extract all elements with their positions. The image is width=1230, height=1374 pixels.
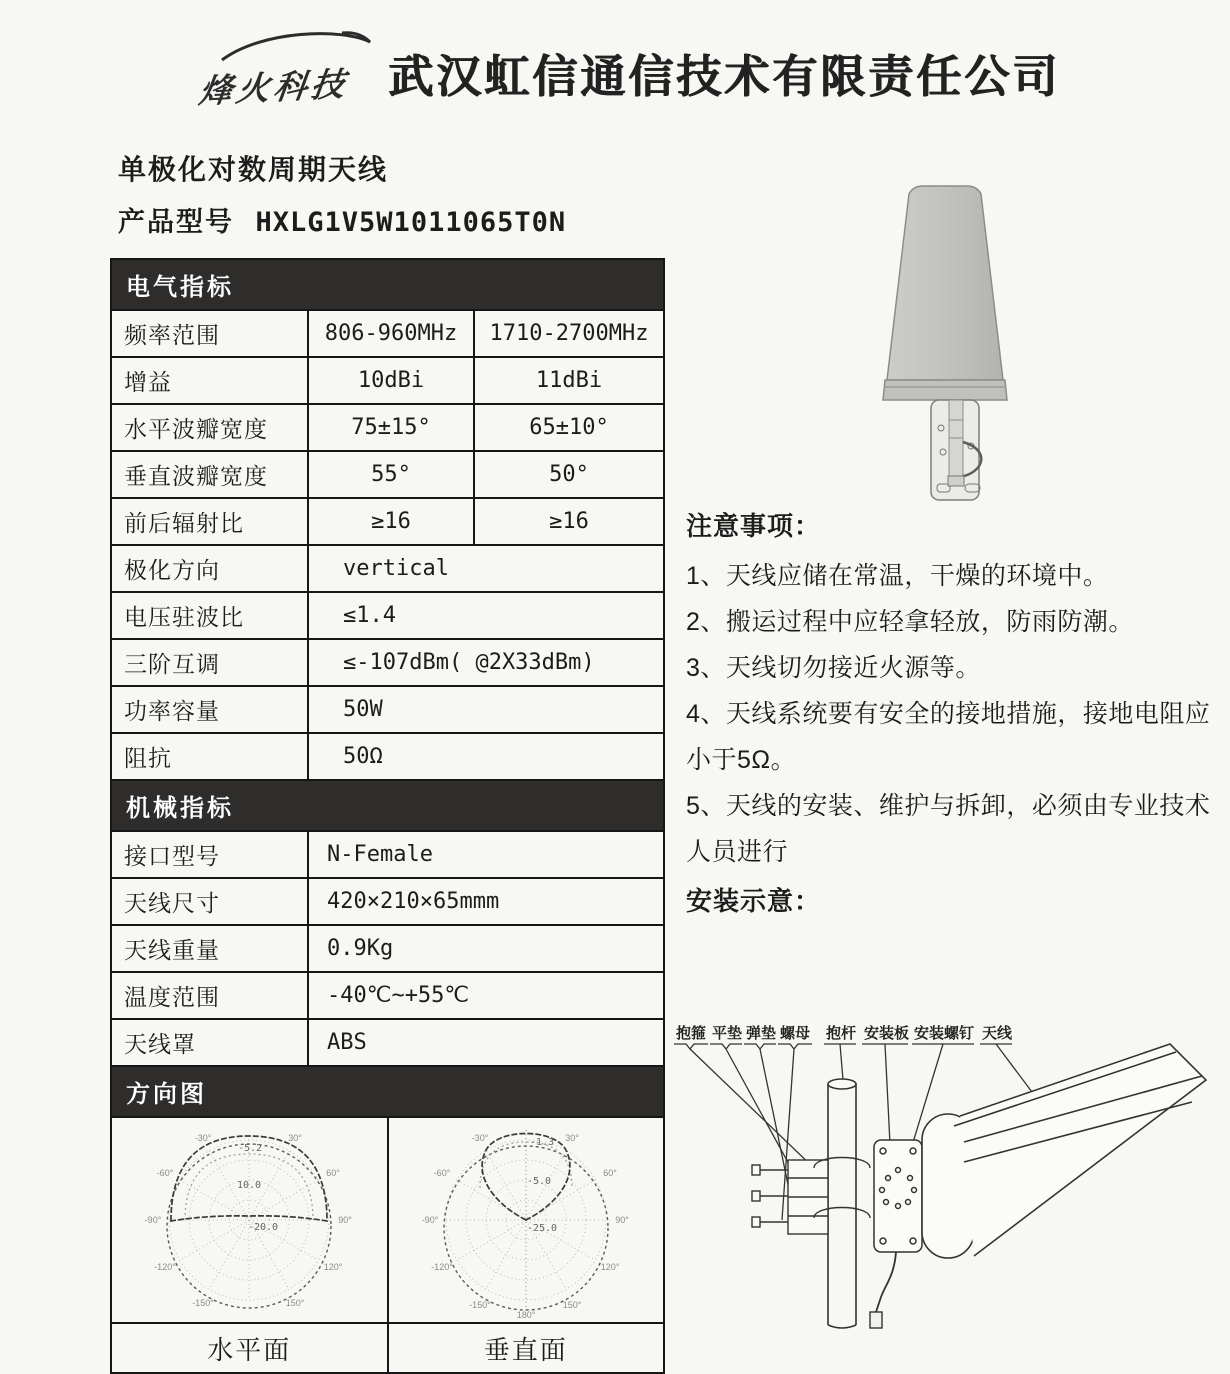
row-value: 50Ω — [308, 733, 664, 780]
angle-label: -30° — [471, 1133, 489, 1143]
row-label: 频率范围 — [111, 310, 308, 357]
table-row — [111, 972, 664, 1019]
row-value: 806-960MHz — [308, 310, 474, 357]
row-value: ≤-107dBm( @2X33dBm) — [308, 639, 664, 686]
pattern-captions-row — [111, 1323, 664, 1373]
angle-label: -120° — [154, 1262, 177, 1272]
row-value: 50° — [474, 451, 664, 498]
table-row — [111, 639, 664, 686]
installation-diagram — [664, 1020, 1220, 1342]
table-row — [111, 878, 664, 925]
row-value: vertical — [308, 545, 664, 592]
angle-label: -150° — [192, 1298, 215, 1308]
caption-vertical-plane: 垂直面 — [387, 1324, 664, 1372]
pattern-plots-row — [111, 1117, 664, 1323]
row-label: 温度范围 — [111, 972, 308, 1019]
row-value: -40℃~+55℃ — [308, 972, 664, 1019]
angle-label: -60° — [156, 1168, 174, 1178]
row-label: 阻抗 — [111, 733, 308, 780]
section-mechanical-title: 机械指标 — [111, 780, 664, 831]
row-label: 水平波瓣宽度 — [111, 404, 308, 451]
row-value: 11dBi — [474, 357, 664, 404]
model-line — [118, 200, 566, 239]
db-label: -25.0 — [526, 1223, 557, 1234]
row-value: 75±15° — [308, 404, 474, 451]
angle-label: 60° — [602, 1168, 617, 1178]
row-value: ABS — [308, 1019, 664, 1066]
note-item: 5、天线的安装、维护与拆卸，必须由专业技术人员进行 — [686, 792, 1211, 866]
angle-label: 150° — [285, 1298, 305, 1308]
angle-label: -90° — [421, 1215, 439, 1225]
row-value: 0.9Kg — [308, 925, 664, 972]
row-label: 三阶互调 — [111, 639, 308, 686]
table-row — [111, 498, 664, 545]
table-row — [111, 451, 664, 498]
part-label: 弹垫 — [746, 1025, 777, 1042]
note-item: 1、天线应储在常温，干燥的环境中。 — [686, 562, 1109, 590]
row-label: 增益 — [111, 357, 308, 404]
installation-diagram-icon — [664, 1020, 1220, 1342]
part-label: 安装板 — [864, 1025, 910, 1042]
spec-table — [110, 258, 665, 1374]
note-item: 3、天线切勿接近火源等。 — [686, 654, 981, 682]
part-label: 安装螺钉 — [914, 1025, 975, 1042]
row-label: 天线罩 — [111, 1019, 308, 1066]
row-value: ≥16 — [308, 498, 474, 545]
db-label: -20.0 — [248, 1222, 279, 1233]
angle-label: 60° — [326, 1168, 341, 1178]
antenna-product-figure — [845, 180, 1045, 508]
db-label: -5.0 — [526, 1176, 551, 1187]
notes-section — [686, 506, 1220, 918]
row-value: N-Female — [308, 831, 664, 878]
part-label: 抱杆 — [826, 1025, 857, 1042]
angle-label: 120° — [323, 1262, 343, 1272]
row-label: 天线尺寸 — [111, 878, 308, 925]
angle-label: -120° — [430, 1262, 453, 1272]
row-value: 420×210×65mmm — [308, 878, 664, 925]
note-item: 4、天线系统要有安全的接地措施，接地电阻应小于5Ω。 — [686, 700, 1211, 774]
model-value: HXLG1V5W1011065T0N — [255, 207, 567, 238]
table-row — [111, 925, 664, 972]
part-label: 抱箍 — [676, 1025, 707, 1042]
row-label: 接口型号 — [111, 831, 308, 878]
angle-label: -150° — [468, 1300, 491, 1310]
install-title: 安装示意： — [686, 886, 822, 916]
angle-label: 150° — [562, 1300, 582, 1310]
part-label: 天线 — [982, 1025, 1013, 1042]
polar-plot-horizontal — [119, 1118, 379, 1322]
company-name: 武汉虹信通信技术有限责任公司 — [388, 51, 1061, 102]
angle-label: 90° — [338, 1215, 353, 1225]
row-label: 垂直波瓣宽度 — [111, 451, 308, 498]
notes-title: 注意事项： — [686, 511, 822, 541]
table-row — [111, 404, 664, 451]
table-row — [111, 545, 664, 592]
note-item: 2、搬运过程中应轻拿轻放，防雨防潮。 — [686, 608, 1134, 636]
row-label: 电压驻波比 — [111, 592, 308, 639]
section-electrical — [111, 259, 664, 310]
row-value: 10dBi — [308, 357, 474, 404]
angle-label: 30° — [564, 1133, 579, 1143]
row-value: ≥16 — [474, 498, 664, 545]
angle-label: 90° — [614, 1215, 629, 1225]
db-label: -1.3 — [529, 1137, 554, 1148]
table-row — [111, 733, 664, 780]
company-logo — [192, 26, 387, 118]
angle-label: 180° — [516, 1310, 536, 1320]
row-value: 50W — [308, 686, 664, 733]
row-label: 极化方向 — [111, 545, 308, 592]
horizontal-pattern-plot — [112, 1118, 387, 1322]
table-row — [111, 1019, 664, 1066]
row-value: ≤1.4 — [308, 592, 664, 639]
section-pattern-title: 方向图 — [111, 1066, 664, 1117]
row-value: 1710-2700MHz — [474, 310, 664, 357]
db-label: -5.2 — [238, 1143, 263, 1154]
table-row — [111, 310, 664, 357]
section-electrical-title: 电气指标 — [111, 259, 664, 310]
vertical-pattern-plot — [387, 1118, 664, 1322]
table-row — [111, 686, 664, 733]
table-row — [111, 831, 664, 878]
angle-label: -90° — [144, 1215, 162, 1225]
row-label: 功率容量 — [111, 686, 308, 733]
part-label: 螺母 — [780, 1025, 811, 1042]
row-value: 55° — [308, 451, 474, 498]
caption-horizontal-plane: 水平面 — [207, 1334, 292, 1365]
row-label: 天线重量 — [111, 925, 308, 972]
model-label: 产品型号 — [118, 207, 234, 237]
section-mechanical — [111, 780, 664, 831]
angle-label: -60° — [433, 1168, 451, 1178]
part-label: 平垫 — [712, 1025, 743, 1042]
angle-label: 30° — [288, 1133, 303, 1143]
row-value: 65±10° — [474, 404, 664, 451]
db-label: 10.0 — [237, 1180, 262, 1191]
angle-label: 120° — [600, 1262, 620, 1272]
table-row — [111, 357, 664, 404]
section-pattern — [111, 1066, 664, 1117]
logo-text: 烽火科技 — [196, 65, 351, 110]
table-row — [111, 592, 664, 639]
page-title: 单极化对数周期天线 — [118, 154, 389, 185]
row-label: 前后辐射比 — [111, 498, 308, 545]
polar-plot-vertical — [396, 1118, 656, 1322]
antenna-figure-icon — [845, 180, 1045, 508]
angle-label: -30° — [194, 1133, 212, 1143]
